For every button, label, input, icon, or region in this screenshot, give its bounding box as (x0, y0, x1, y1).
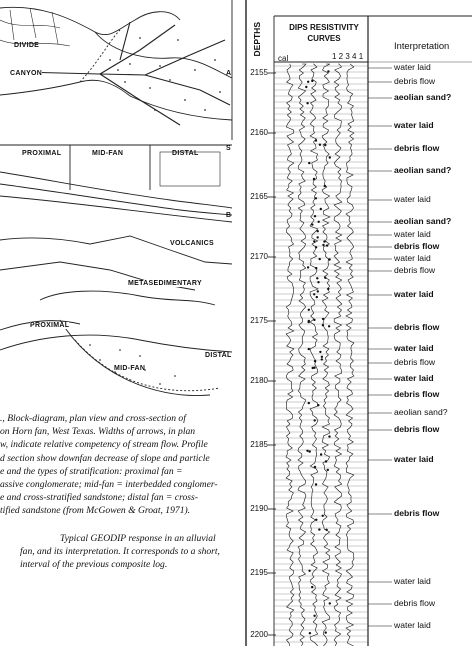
label-proximal: PROXIMAL (22, 150, 62, 157)
interpretation-item: aeolian sand? (394, 165, 452, 175)
caption-line: d section show downfan decrease of slope and particle (0, 452, 210, 464)
interpretation-item: debris flow (394, 389, 440, 399)
label-section-a: A (226, 70, 232, 77)
depth-label: 2200 (250, 630, 268, 639)
block-diagram-illustration (0, 0, 244, 410)
caption-line: assive conglomerate; mid-fan = interbedded conglomer- (0, 479, 218, 491)
figure2-caption (20, 532, 220, 572)
interpretation-item: water laid (394, 194, 431, 204)
interpretation-item: water laid (394, 120, 434, 130)
interpretation-item: water laid (394, 454, 434, 464)
depth-label: 2165 (250, 192, 268, 201)
interpretation-item: water laid (394, 620, 431, 630)
caption-line: w, indicate relative competency of stream flow. Profile (0, 439, 208, 451)
label-metasedimentary: METASEDIMENTARY (128, 280, 202, 287)
caption-line: e and the types of stratification: proximal fan = (0, 465, 183, 477)
interpretation-item: water laid (394, 576, 431, 586)
caption-line: e and cross-stratified sandstone; distal fan = cross- (0, 492, 198, 504)
depth-label: 2195 (250, 568, 268, 577)
interpretation-item: debris flow (394, 357, 436, 367)
label-distal-block: DISTAL (205, 352, 232, 359)
interpretation-item: debris flow (394, 598, 436, 608)
label-midfan: MID-FAN (92, 150, 124, 157)
header-cal: cal (278, 54, 289, 63)
label-proximal-block: PROXIMAL (30, 322, 70, 329)
interpretation-item: water laid (394, 253, 431, 263)
label-distal: DISTAL (172, 150, 199, 157)
interpretation-item: water laid (394, 229, 431, 239)
depth-label: 2180 (250, 376, 268, 385)
header-curve-numbers: 1 2 3 4 1 (332, 52, 364, 61)
depth-label: 2155 (250, 68, 268, 77)
interpretation-item: debris flow (394, 508, 440, 518)
caption-line: on Horn fan, West Texas. Widths of arrows, in plan (0, 426, 196, 438)
interpretation-item: debris flow (394, 76, 436, 86)
depth-label: 2175 (250, 316, 268, 325)
caption-line: tified sandstone (from McGowen & Groat, 1971). (0, 505, 191, 517)
geodip-log-panel (244, 0, 472, 646)
interpretation-item: debris flow (394, 241, 440, 251)
label-midfan-block: MID-FAN (114, 365, 146, 372)
interpretation-item: water laid (394, 373, 434, 383)
header-dips-resistivity: DIPS RESISTIVITY CURVES (289, 23, 359, 43)
label-volcanics: VOLCANICS (170, 240, 214, 247)
caption-line: Typical GEODIP response in an alluvial (60, 533, 216, 544)
caption-line: interval of the previous composite log. (20, 559, 168, 571)
interpretation-item: debris flow (394, 143, 440, 153)
header-depths: DEPTHS (252, 22, 262, 57)
label-section-b: B (226, 212, 232, 219)
depth-label: 2160 (250, 128, 268, 137)
interpretation-item: debris flow (394, 322, 440, 332)
label-canyon: CANYON (10, 70, 43, 77)
header-interpretation: Interpretation (394, 40, 450, 51)
interpretation-item: water laid (394, 62, 431, 72)
interpretation-item: debris flow (394, 424, 440, 434)
depth-label: 2185 (250, 440, 268, 449)
interpretation-item: aeolian sand? (394, 407, 448, 417)
interpretation-item: debris flow (394, 265, 436, 275)
caption-line: fan, and its interpretation. It corresponds to a short, (20, 546, 220, 558)
figure1-caption (0, 412, 218, 518)
caption-line: ., Block-diagram, plan view and cross-section of (0, 413, 186, 424)
interpretation-item: water laid (394, 343, 434, 353)
interpretation-item: water laid (394, 289, 434, 299)
interpretation-item: aeolian sand? (394, 92, 452, 102)
label-divide: DIVIDE (14, 42, 40, 49)
depth-label: 2170 (250, 252, 268, 261)
label-section-s: S (226, 145, 231, 152)
depth-label: 2190 (250, 504, 268, 513)
interpretation-item: aeolian sand? (394, 216, 452, 226)
